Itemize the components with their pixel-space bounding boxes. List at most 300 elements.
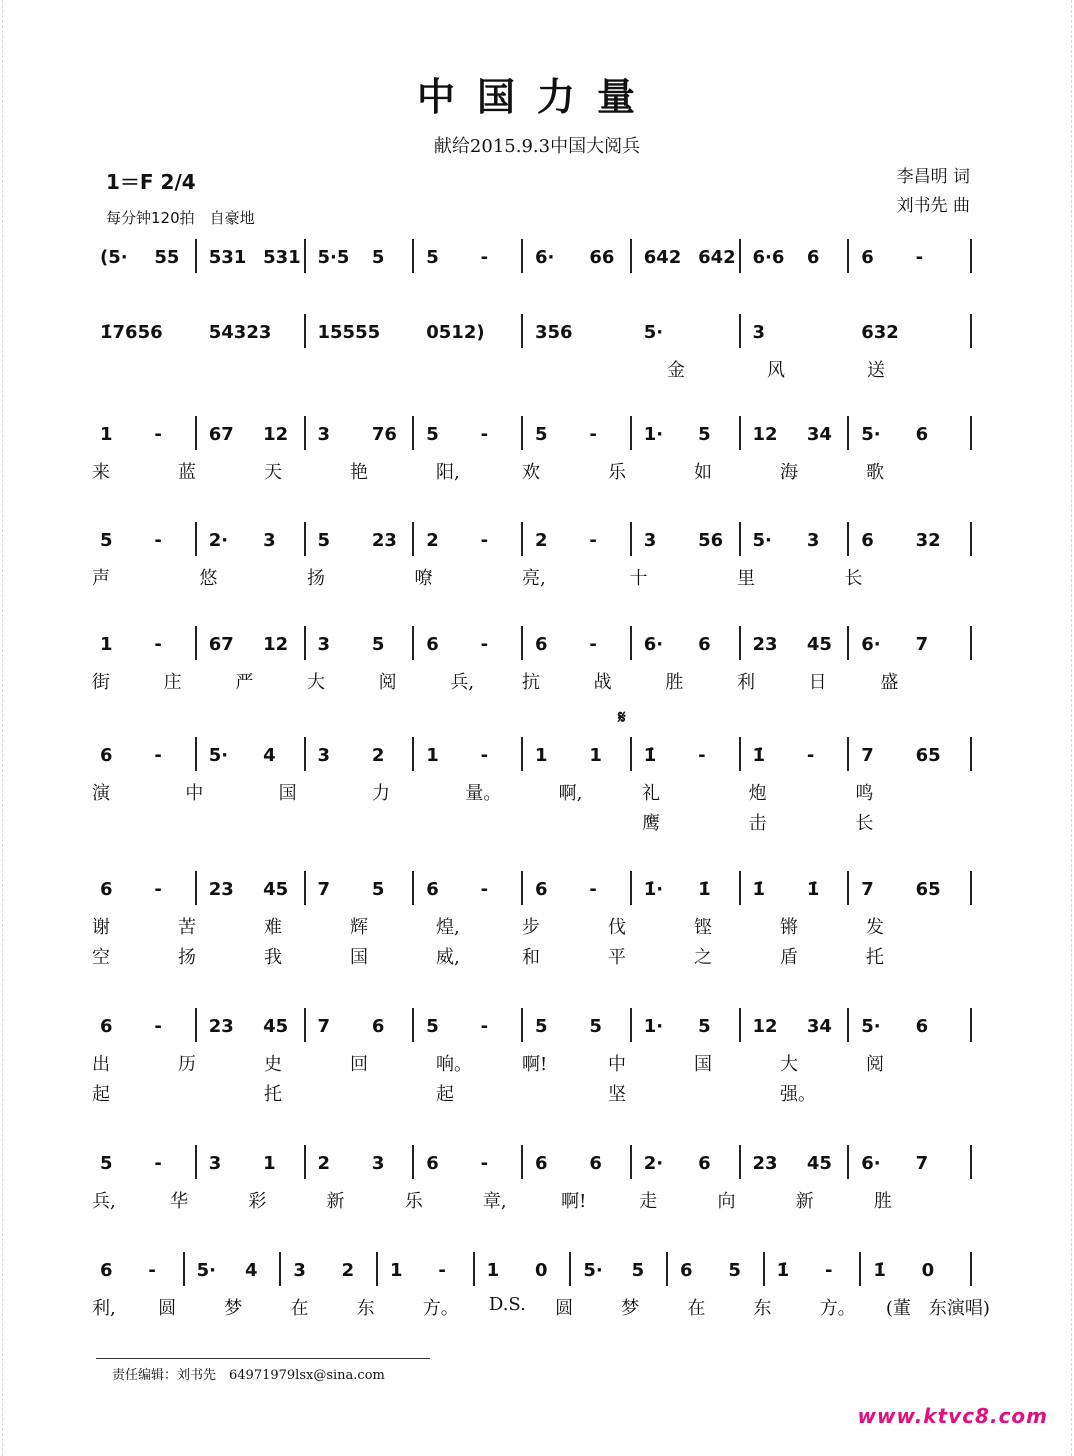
note: 3 xyxy=(263,530,276,551)
note: 5 xyxy=(426,1016,439,1037)
lyric-syllable: D.S. xyxy=(488,1294,526,1315)
note: 5·5 xyxy=(317,247,350,268)
lyric-syllable: 回 xyxy=(350,1054,368,1075)
bar-line xyxy=(304,522,306,556)
bar-line xyxy=(847,626,849,660)
note: 23 xyxy=(208,1016,234,1037)
note: 1̇ xyxy=(752,879,766,900)
note: 45 xyxy=(263,1016,289,1037)
bar-line xyxy=(847,1145,849,1179)
lyric-syllable: 十 xyxy=(629,568,648,589)
lyric-syllable: 来 xyxy=(92,462,110,483)
lyric-syllable: 彩 xyxy=(248,1191,267,1212)
note: 5 xyxy=(100,1153,113,1174)
lyric-syllable: 胜 xyxy=(873,1191,892,1212)
note: 7 xyxy=(317,1016,331,1037)
note: 5 xyxy=(371,634,385,655)
bar-line xyxy=(970,1145,972,1179)
note: 4 xyxy=(263,745,276,766)
note: 1̇ xyxy=(873,1260,886,1281)
lyric-syllable: 啊, xyxy=(558,783,583,804)
note: 1 xyxy=(535,745,548,766)
lyric-syllable: 庄 xyxy=(163,672,182,693)
bar-line xyxy=(630,737,632,771)
note: - xyxy=(480,1153,489,1174)
lyric-syllable: 向 xyxy=(717,1191,736,1212)
note: 1̇· xyxy=(643,879,664,900)
note: 7 xyxy=(915,634,929,655)
note: 6 xyxy=(535,879,548,900)
lyric-syllable: 啊! xyxy=(561,1191,587,1212)
note: 45 xyxy=(806,634,832,655)
note: 12 xyxy=(752,1016,778,1037)
bar-line xyxy=(739,522,741,556)
lyric-syllable: 啊! xyxy=(522,1054,548,1075)
note: - xyxy=(589,879,597,900)
lyric-syllable: 在 xyxy=(687,1298,706,1319)
lyric-syllable: 悠 xyxy=(199,568,218,589)
bar-line xyxy=(970,1008,972,1042)
note: 5 xyxy=(317,530,331,551)
lyric-syllable: 史 xyxy=(264,1054,282,1075)
note: 7 xyxy=(861,745,874,766)
bar-line xyxy=(630,626,632,660)
note: 5 xyxy=(589,1016,602,1037)
bar-line xyxy=(521,871,523,905)
lyric-syllable: 伐 xyxy=(608,917,626,938)
note: 6· xyxy=(861,634,881,655)
note: 6 xyxy=(100,1260,113,1281)
bar-line xyxy=(739,871,741,905)
note: 2 xyxy=(426,530,439,551)
bar-line xyxy=(739,239,741,273)
bar-line xyxy=(376,1252,378,1286)
bar-line xyxy=(304,239,306,273)
lyric-syllable: 利 xyxy=(737,672,755,693)
lyric-syllable: 长 xyxy=(855,813,874,834)
note: 3 xyxy=(317,424,331,445)
note: 1 xyxy=(486,1260,500,1281)
note: 6 xyxy=(915,424,929,445)
bar-line xyxy=(195,239,197,273)
note: 6 xyxy=(680,1260,693,1281)
lyric-syllable: 声 xyxy=(92,568,110,589)
note: - xyxy=(480,424,489,445)
note: 32 xyxy=(915,530,941,551)
note: 15555 xyxy=(317,322,381,343)
lyric-syllable: 扬 xyxy=(307,568,325,589)
note: - xyxy=(589,530,597,551)
note: - xyxy=(154,424,162,445)
lyricist-credit: 李昌明 词 xyxy=(896,167,970,187)
lyric-syllable: 里 xyxy=(737,568,755,589)
lyric-syllable: 谢 xyxy=(92,917,110,938)
note: 7 xyxy=(861,879,874,900)
bar-line xyxy=(859,1252,861,1286)
footer-divider xyxy=(96,1358,430,1359)
lyric-syllable: 抗 xyxy=(522,672,540,693)
note-line xyxy=(92,745,976,785)
note: 5 xyxy=(426,247,439,268)
note: 6 xyxy=(535,634,548,655)
note: 6 xyxy=(100,879,113,900)
note: 1̇ xyxy=(698,879,711,900)
note: 3 xyxy=(208,1153,222,1174)
note: 23 xyxy=(208,879,234,900)
note: 1̇7656 xyxy=(100,322,163,343)
note: 7 xyxy=(915,1153,929,1174)
note: 6 xyxy=(589,1153,602,1174)
bar-line xyxy=(739,626,741,660)
note: 1· xyxy=(643,1016,664,1037)
note: 0 xyxy=(535,1260,548,1281)
bar-line xyxy=(195,737,197,771)
note: 3 xyxy=(317,634,331,655)
lyric-syllable: 力 xyxy=(372,783,390,804)
lyric-syllable: 起 xyxy=(92,1084,110,1105)
lyric-syllable: 中 xyxy=(185,783,204,804)
note: 5· xyxy=(643,322,664,343)
note: - xyxy=(480,247,489,268)
lyric-syllable: 威, xyxy=(436,947,460,968)
lyric-syllable: 阅 xyxy=(866,1054,884,1075)
lyric-syllable: 风 xyxy=(767,360,785,381)
lyric-syllable: 阳, xyxy=(436,462,460,483)
lyric-syllable: 起 xyxy=(436,1084,454,1105)
lyric-syllable: 难 xyxy=(264,917,282,938)
lyric-syllable: 大 xyxy=(780,1054,798,1075)
lyric-syllable: 国 xyxy=(694,1054,712,1075)
note: 5 xyxy=(371,879,385,900)
note: - xyxy=(915,247,924,268)
lyric-syllable: 金 xyxy=(667,360,685,381)
lyric-syllable: 送 xyxy=(867,360,885,381)
note: - xyxy=(154,1016,162,1037)
bar-line xyxy=(195,871,197,905)
bar-line xyxy=(521,626,523,660)
note: 56 xyxy=(698,530,724,551)
note: 67 xyxy=(208,424,234,445)
note: 7 xyxy=(317,879,331,900)
right-watermark-strip xyxy=(1053,0,1072,1456)
note: 67 xyxy=(208,634,234,655)
note: 4 xyxy=(245,1260,258,1281)
note: 2 xyxy=(535,530,548,551)
note: 6 xyxy=(426,1153,439,1174)
lyric-syllable: 圆 xyxy=(158,1298,177,1319)
lyric-syllable: 鹰 xyxy=(642,813,660,834)
lyric-syllable: 之 xyxy=(694,947,712,968)
lyric-syllable: 乐 xyxy=(404,1191,423,1212)
bar-line xyxy=(412,1145,414,1179)
note: 1 xyxy=(390,1260,403,1281)
lyric-syllable: 托 xyxy=(866,947,884,968)
lyric-syllable: 战 xyxy=(593,672,612,693)
bar-line xyxy=(412,522,414,556)
bar-line xyxy=(304,871,306,905)
bar-line xyxy=(195,1145,197,1179)
bar-line xyxy=(630,522,632,556)
lyric-syllable: 歌 xyxy=(866,462,884,483)
lyric-syllable: 东 xyxy=(753,1298,772,1319)
lyric-syllable: 乐 xyxy=(608,462,626,483)
note: 5 xyxy=(535,1016,548,1037)
lyric-syllable: 利, xyxy=(92,1298,116,1319)
key-signature: 1＝F 2/4 xyxy=(106,170,196,194)
bar-line xyxy=(304,626,306,660)
lyric-syllable: 盾 xyxy=(780,947,798,968)
song-subtitle: 献给2015.9.3中国大阅兵 xyxy=(433,136,641,157)
note: 6 xyxy=(915,1016,929,1037)
note: 3 xyxy=(317,745,331,766)
lyric-syllable: 托 xyxy=(264,1084,282,1105)
lyric-syllable: 坚 xyxy=(608,1084,626,1105)
bar-line xyxy=(195,1008,197,1042)
note: 1· xyxy=(643,424,664,445)
note: 12 xyxy=(263,634,289,655)
note: 6 xyxy=(806,247,820,268)
note: 2 xyxy=(317,1153,331,1174)
lyric-syllable: 空 xyxy=(92,947,110,968)
note: 1 xyxy=(589,745,602,766)
note: 6 xyxy=(100,1016,113,1037)
site-logo: www.ktvc8.com xyxy=(857,1404,1048,1428)
bar-line xyxy=(304,737,306,771)
lyric-syllable: 嘹 xyxy=(414,568,433,589)
bar-line xyxy=(412,1008,414,1042)
note: 0 xyxy=(921,1260,935,1281)
note: 3 xyxy=(293,1260,306,1281)
note: 6 xyxy=(426,634,439,655)
lyric-syllable: 中 xyxy=(608,1054,626,1075)
bar-line xyxy=(970,1252,972,1286)
note: 642 xyxy=(698,247,736,268)
note: 6 xyxy=(371,1016,385,1037)
lyric-syllable: 和 xyxy=(522,947,540,968)
note: - xyxy=(438,1260,446,1281)
lyric-syllable: 煌, xyxy=(436,917,460,938)
note: 5· xyxy=(752,530,772,551)
lyric-syllable: 章, xyxy=(482,1191,507,1212)
bar-line xyxy=(304,314,306,348)
lyric-syllable: 华 xyxy=(170,1191,189,1212)
note: 531 xyxy=(263,247,301,268)
lyric-syllable: 锵 xyxy=(780,917,798,938)
bar-line xyxy=(521,1008,523,1042)
note: 1 xyxy=(263,1153,276,1174)
lyric-syllable: 如 xyxy=(694,462,712,483)
bar-line xyxy=(521,239,523,273)
lyric-syllable: 阅 xyxy=(378,672,397,693)
lyric-syllable: 辉 xyxy=(350,917,368,938)
note: 12 xyxy=(263,424,289,445)
note: - xyxy=(589,424,597,445)
bar-line xyxy=(195,416,197,450)
note: 6 xyxy=(698,1153,711,1174)
lyric-syllable: 响。 xyxy=(436,1054,472,1075)
bar-line xyxy=(521,522,523,556)
lyric-syllable: (董 东演唱) xyxy=(885,1298,990,1319)
note: - xyxy=(154,634,162,655)
note: 3 xyxy=(806,530,820,551)
note: 5 xyxy=(698,1016,711,1037)
lyric-syllable: 国 xyxy=(350,947,368,968)
bar-line xyxy=(739,1008,741,1042)
lyric-syllable: 蓝 xyxy=(178,462,196,483)
note: 1̇ xyxy=(776,1260,790,1281)
bar-line xyxy=(847,1008,849,1042)
note: - xyxy=(480,1016,489,1037)
bar-line xyxy=(970,737,972,771)
note: - xyxy=(589,634,597,655)
lyric-syllable: 长 xyxy=(844,568,863,589)
note-line xyxy=(92,247,976,287)
lyric-syllable: 艳 xyxy=(350,462,368,483)
bar-line xyxy=(630,1145,632,1179)
note: 6 xyxy=(535,1153,548,1174)
note: 23 xyxy=(371,530,397,551)
bar-line xyxy=(412,239,414,273)
bar-line xyxy=(630,1008,632,1042)
note: 5 xyxy=(100,530,113,551)
lyric-syllable: 发 xyxy=(866,917,884,938)
composer-credit: 刘书先 曲 xyxy=(896,196,970,216)
note: - xyxy=(148,1260,156,1281)
bar-line xyxy=(970,871,972,905)
note: 55 xyxy=(154,247,180,268)
bar-line xyxy=(970,522,972,556)
note: 3 xyxy=(752,322,766,343)
note: - xyxy=(154,530,162,551)
note: 5· xyxy=(861,1016,881,1037)
note: 5 xyxy=(535,424,548,445)
note: 1̇ xyxy=(752,745,766,766)
note: 54323 xyxy=(208,322,272,343)
lyric-syllable: 演 xyxy=(92,783,110,804)
note: - xyxy=(806,745,815,766)
note: 642 xyxy=(643,247,682,268)
note: 5 xyxy=(426,424,439,445)
bar-line xyxy=(666,1252,668,1286)
lyric-syllable: 大 xyxy=(307,672,325,693)
note-line xyxy=(92,1153,976,1193)
note: 1 xyxy=(100,634,113,655)
lyric-syllable: 国 xyxy=(278,783,297,804)
bar-line xyxy=(195,626,197,660)
note: 6· xyxy=(535,247,555,268)
lyric-syllable: 圆 xyxy=(555,1298,574,1319)
bar-line xyxy=(630,416,632,450)
bar-line xyxy=(739,737,741,771)
bar-line xyxy=(763,1252,765,1286)
bar-line xyxy=(970,239,972,273)
lyric-syllable: 亮, xyxy=(522,568,546,589)
note: 6 xyxy=(861,247,874,268)
note: 2· xyxy=(208,530,229,551)
lyric-syllable: 天 xyxy=(264,462,282,483)
note: 1̇ xyxy=(806,879,820,900)
note: 3 xyxy=(643,530,657,551)
note: 1 xyxy=(100,424,113,445)
note: 6· xyxy=(861,1153,881,1174)
bar-line xyxy=(521,314,523,348)
lyric-syllable: 新 xyxy=(326,1191,345,1212)
note: 2 xyxy=(371,745,385,766)
bar-line xyxy=(847,522,849,556)
note: 2· xyxy=(643,1153,664,1174)
note: - xyxy=(480,879,489,900)
song-title: 中国力量 xyxy=(416,74,657,119)
lyric-syllable: 方。 xyxy=(422,1298,459,1319)
lyric-syllable: 方。 xyxy=(819,1298,856,1319)
bar-line xyxy=(412,871,414,905)
bar-line xyxy=(412,416,414,450)
lyric-syllable: 海 xyxy=(780,462,798,483)
bar-line xyxy=(739,416,741,450)
lyric-syllable: 步 xyxy=(522,917,540,938)
bar-line xyxy=(847,871,849,905)
note: 0512) xyxy=(426,322,485,343)
note: - xyxy=(480,745,489,766)
lyric-syllable: 强。 xyxy=(780,1084,816,1105)
bar-line xyxy=(847,737,849,771)
bar-line xyxy=(970,314,972,348)
lyric-syllable: 苦 xyxy=(178,917,196,938)
lyric-syllable: 走 xyxy=(639,1191,658,1212)
lyric-syllable: 日 xyxy=(808,672,827,693)
lyric-syllable: 欢 xyxy=(522,462,540,483)
note: 1̇ xyxy=(643,745,657,766)
note: 34 xyxy=(806,1016,832,1037)
bar-line xyxy=(304,416,306,450)
note: - xyxy=(154,1153,162,1174)
note: - xyxy=(154,745,162,766)
note: 34 xyxy=(806,424,832,445)
note-line xyxy=(92,322,976,362)
note: 23 xyxy=(752,634,778,655)
note: 45 xyxy=(806,1153,832,1174)
bar-line xyxy=(970,416,972,450)
note: 6 xyxy=(861,530,874,551)
note: 5· xyxy=(583,1260,603,1281)
lyric-syllable: 平 xyxy=(608,947,626,968)
bar-line xyxy=(630,871,632,905)
note: 2 xyxy=(341,1260,355,1281)
lyric-syllable: 兵, xyxy=(450,672,475,693)
editor-footer: 责任编辑：刘书先 64971979lsx@sina.com xyxy=(112,1368,385,1383)
left-watermark-strip xyxy=(2,0,21,1456)
lyric-syllable: 出 xyxy=(92,1054,110,1075)
tempo-marking: 每分钟120拍 自豪地 xyxy=(106,209,255,227)
note: 5· xyxy=(861,424,881,445)
lyric-syllable: 铿 xyxy=(694,917,712,938)
note: - xyxy=(698,745,706,766)
note: 5 xyxy=(631,1260,645,1281)
bar-line xyxy=(412,626,414,660)
bar-line xyxy=(521,416,523,450)
lyric-syllable: 扬 xyxy=(178,947,196,968)
note: - xyxy=(825,1260,833,1281)
lyric-syllable: 盛 xyxy=(880,672,899,693)
lyric-syllable: 东 xyxy=(356,1298,375,1319)
note: 5 xyxy=(728,1260,741,1281)
bar-line xyxy=(521,737,523,771)
bar-line xyxy=(412,737,414,771)
note: - xyxy=(480,634,489,655)
bar-line xyxy=(847,416,849,450)
segno-sign: 𝄋 xyxy=(618,707,626,728)
note: 76 xyxy=(371,424,397,445)
